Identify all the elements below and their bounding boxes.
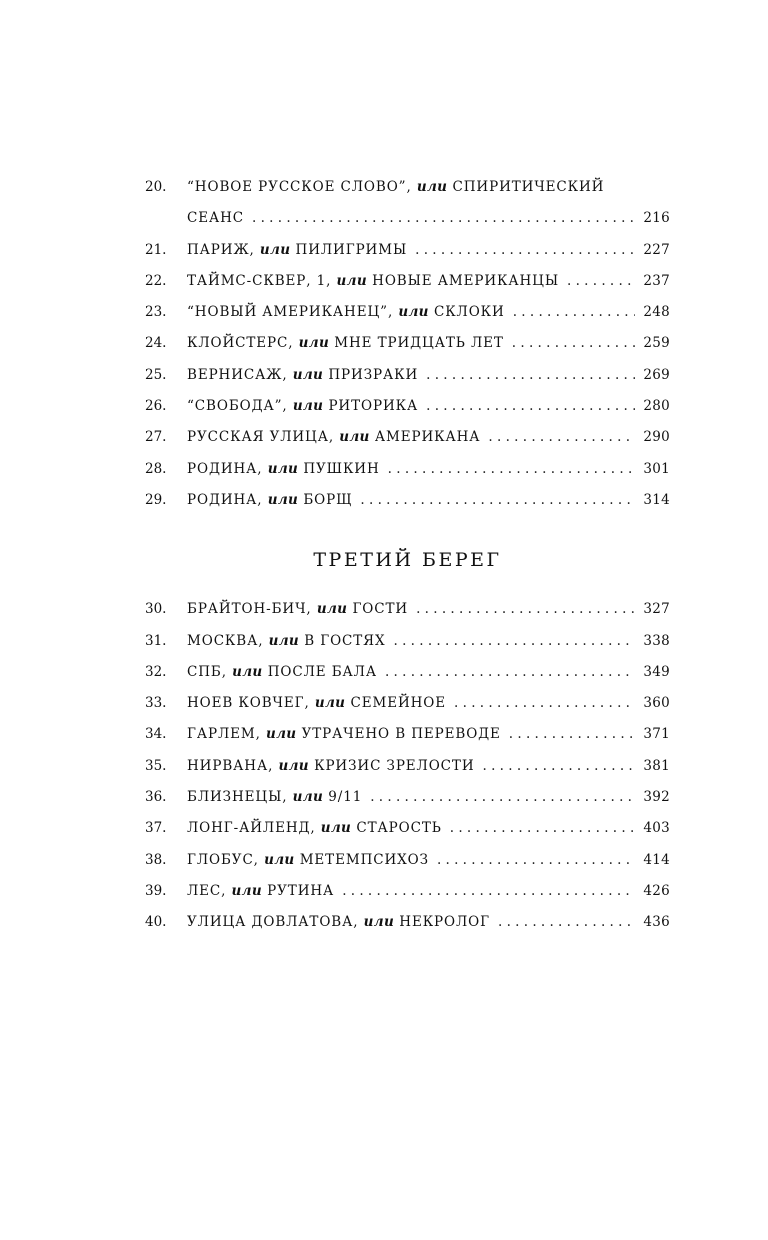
entry-number: 29. [145,491,167,508]
entry-page-number: 248 [643,304,670,321]
toc-entry-20-continuation[interactable] [145,203,670,234]
dot-leader [483,751,636,782]
toc-entry-29[interactable] [145,485,670,516]
entry-page-number: 301 [643,460,670,477]
entry-page-number: 403 [643,820,670,837]
toc-entry-20[interactable] [145,172,670,203]
entry-number: 30. [145,601,167,618]
entry-page-number: 381 [643,757,670,774]
entry-title: СЕАНС [187,210,245,227]
dot-leader [509,719,636,750]
entry-number: 36. [145,789,167,806]
dot-leader [498,907,635,938]
dot-leader [567,266,635,297]
toc-entry-24[interactable] [145,328,670,359]
dot-leader [360,485,635,516]
table-of-contents [145,172,670,939]
dot-leader [370,782,635,813]
dot-leader [450,813,636,844]
toc-entry-23[interactable] [145,297,670,328]
dot-leader [426,391,635,422]
entry-page-number: 392 [643,789,670,806]
entry-page-number: 280 [643,398,670,415]
entry-title: РУССКАЯ УЛИЦА, или АМЕРИКАНА [187,429,481,446]
entry-number: 28. [145,460,167,477]
entry-page-number: 360 [643,695,670,712]
entry-page-number: 269 [643,366,670,383]
entry-title: ПАРИЖ, или ПИЛИГРИМЫ [187,241,408,258]
entry-page-number: 426 [643,882,670,899]
entry-title: “СВОБОДА”, или РИТОРИКА [187,398,419,415]
entry-title: ВЕРНИСАЖ, или ПРИЗРАКИ [187,366,419,383]
entry-title: ЛЕС, или РУТИНА [187,882,335,899]
entry-title: “НОВЫЙ АМЕРИКАНЕЦ”, или СКЛОКИ [187,304,505,321]
entry-number: 20. [145,179,167,195]
toc-entry-21[interactable] [145,235,670,266]
toc-entry-36[interactable] [145,782,670,813]
dot-leader [512,328,636,359]
entry-title: “НОВОЕ РУССКОЕ СЛОВО”, или СПИРИТИЧЕСКИЙ [187,179,605,195]
dot-leader [385,657,635,688]
toc-entry-28[interactable] [145,454,670,485]
dot-leader [252,203,635,234]
entry-page-number: 436 [643,914,670,931]
entry-page-number: 237 [643,272,670,289]
entry-title: ГАРЛЕМ, или УТРАЧЕНО В ПЕРЕВОДЕ [187,726,501,743]
toc-entry-35[interactable] [145,751,670,782]
dot-leader [416,594,635,625]
toc-entry-27[interactable] [145,422,670,453]
entry-page-number: 259 [643,335,670,352]
toc-entry-31[interactable] [145,626,670,657]
dot-leader [454,688,635,719]
entry-number: 33. [145,695,167,712]
entry-page-number: 216 [643,210,670,227]
dot-leader [388,454,636,485]
dot-leader [513,297,636,328]
entry-number: 26. [145,398,167,415]
entry-page-number: 371 [643,726,670,743]
entry-page-number: 314 [643,491,670,508]
entry-number: 21. [145,241,167,258]
entry-number: 32. [145,663,167,680]
toc-entry-40[interactable] [145,907,670,938]
toc-entry-34[interactable] [145,719,670,750]
entry-number: 39. [145,882,167,899]
dot-leader [342,876,635,907]
entry-page-number: 290 [643,429,670,446]
entry-title: МОСКВА, или В ГОСТЯХ [187,632,386,649]
entry-page-number: 227 [643,241,670,258]
toc-entry-25[interactable] [145,360,670,391]
entry-number: 38. [145,851,167,868]
entry-number: 22. [145,272,167,289]
section-title: ТРЕТИЙ БЕРЕГ [313,549,502,572]
entry-title: ЛОНГ-АЙЛЕНД, или СТАРОСТЬ [187,820,442,837]
entry-title: СПБ, или ПОСЛЕ БАЛА [187,663,377,680]
toc-entry-33[interactable] [145,688,670,719]
toc-entry-37[interactable] [145,813,670,844]
dot-leader [426,360,635,391]
toc-entry-38[interactable] [145,845,670,876]
entry-number: 35. [145,757,167,774]
entry-title: БЛИЗНЕЦЫ, или 9/11 [187,789,363,806]
entry-number: 25. [145,366,167,383]
entry-number: 37. [145,820,167,837]
entry-title: НИРВАНА, или КРИЗИС ЗРЕЛОСТИ [187,757,475,774]
entry-number: 34. [145,726,167,743]
entry-number: 24. [145,335,167,352]
entry-number: 31. [145,632,167,649]
dot-leader [488,422,635,453]
dot-leader [437,845,635,876]
entry-page-number: 338 [643,632,670,649]
entry-title: ТАЙМС-СКВЕР, 1, или НОВЫЕ АМЕРИКАНЦЫ [187,272,560,289]
entry-title: НОЕВ КОВЧЕГ, или СЕМЕЙНОЕ [187,695,447,712]
toc-entry-26[interactable] [145,391,670,422]
entry-page-number: 327 [643,601,670,618]
toc-entry-32[interactable] [145,657,670,688]
entry-number: 23. [145,304,167,321]
entry-title: ГЛОБУС, или МЕТЕМПСИХОЗ [187,851,429,868]
dot-leader [394,626,636,657]
entry-number: 40. [145,914,167,931]
entry-title: КЛОЙСТЕРС, или МНЕ ТРИДЦАТЬ ЛЕТ [187,335,504,352]
dot-leader [415,235,635,266]
toc-entry-30[interactable] [145,594,670,625]
entry-number: 27. [145,429,167,446]
entry-title: УЛИЦА ДОВЛАТОВА, или НЕКРОЛОГ [187,914,490,931]
entry-title: РОДИНА, или ПУШКИН [187,460,380,477]
entry-page-number: 349 [643,663,670,680]
toc-entry-22[interactable] [145,266,670,297]
entry-title: РОДИНА, или БОРЩ [187,491,353,508]
toc-entry-39[interactable] [145,876,670,907]
entry-page-number: 414 [643,851,670,868]
entry-title: БРАЙТОН-БИЧ, или ГОСТИ [187,601,409,618]
